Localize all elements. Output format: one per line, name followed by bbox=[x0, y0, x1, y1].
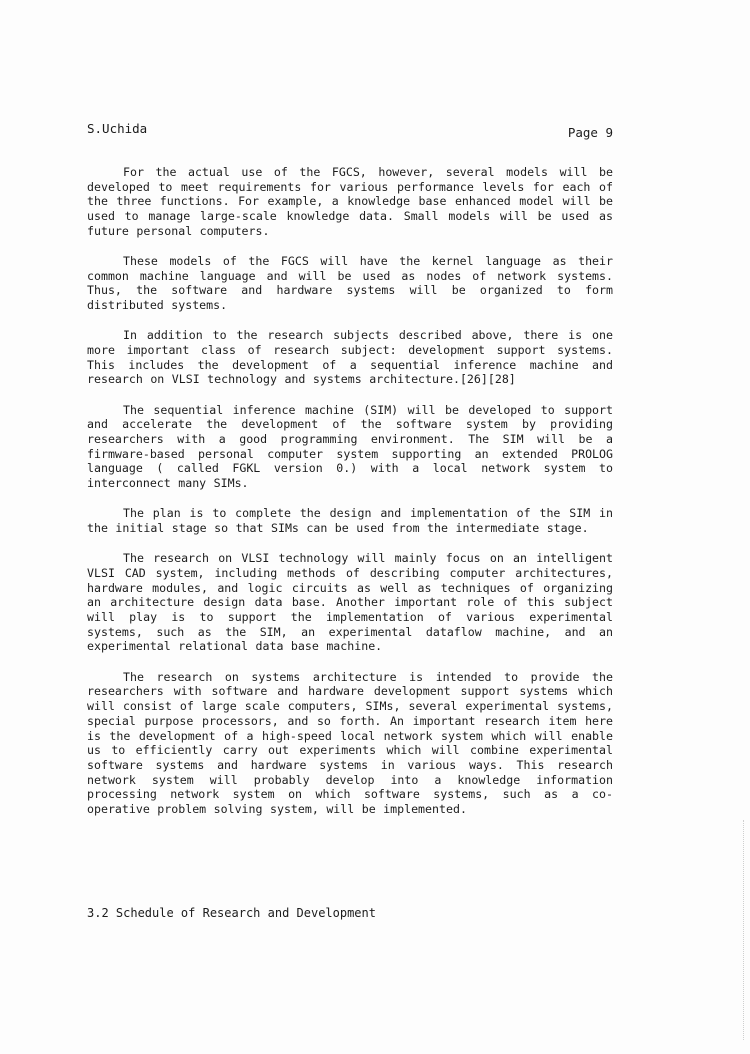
page-number: Page 9 bbox=[567, 125, 613, 140]
author-name: S.Uchida bbox=[87, 121, 148, 136]
scan-edge-noise bbox=[742, 820, 744, 1040]
paragraph-sim: The sequential inference machine (SIM) will be developed to support and accelerate the development of the software system by providing researchers with a good programming environment. The SIM will be a firmware-based personal computer system supporting an extended PROLOG language ( called FGKL version 0.) with a local network system to interconnect many SIMs. bbox=[87, 402, 613, 491]
body-text bbox=[87, 165, 613, 832]
section-heading: 3.2 Schedule of Research and Development bbox=[87, 906, 376, 920]
paragraph-vlsi: The research on VLSI technology will mainly focus on an intelligent VLSI CAD system, including methods of describing computer architectures, hardware modules, and logic circuits as well as techniques of organizing an architecture design data base. Another important role of this subject will play is to support the implementation of various experimental systems, such as the SIM, an experimental dataflow machine, and an experimental relational data base machine. bbox=[87, 551, 613, 654]
paragraph-fgcs-models: For the actual use of the FGCS, however, several models will be developed to meet requirements for various performance levels for each of the three functions. For example, a knowledge base enhanced model will be used to manage large-scale knowledge data. Small models will be used as future personal computers. bbox=[87, 165, 613, 238]
paragraph-systems-architecture: The research on systems architecture is intended to provide the researchers with software and hardware development support systems which will consist of large scale computers, SIMs, several experimental systems, special purpose processors, and so forth. An important research item here is the development of a high-speed local network system which will enable us to efficiently carry out experiments which will combine experimental software systems and hardware systems in various ways. This research network system will probably develop into a knowledge information processing network system on which software systems, such as a co-operative problem solving system, will be implemented. bbox=[87, 669, 613, 817]
paragraph-development-support: In addition to the research subjects described above, there is one more important class of research subject: development support systems. This includes the development of a sequential inference machine and research on VLSI technology and systems architecture.[26][28] bbox=[87, 328, 613, 387]
paragraph-kernel-language: These models of the FGCS will have the kernel language as their common machine language and will be used as nodes of network systems. Thus, the software and hardware systems will be organized to form distributed systems. bbox=[87, 254, 613, 313]
paragraph-sim-plan: The plan is to complete the design and implementation of the SIM in the initial stage so that SIMs can be used from the intermediate stage. bbox=[87, 506, 613, 536]
page-header bbox=[87, 121, 613, 143]
